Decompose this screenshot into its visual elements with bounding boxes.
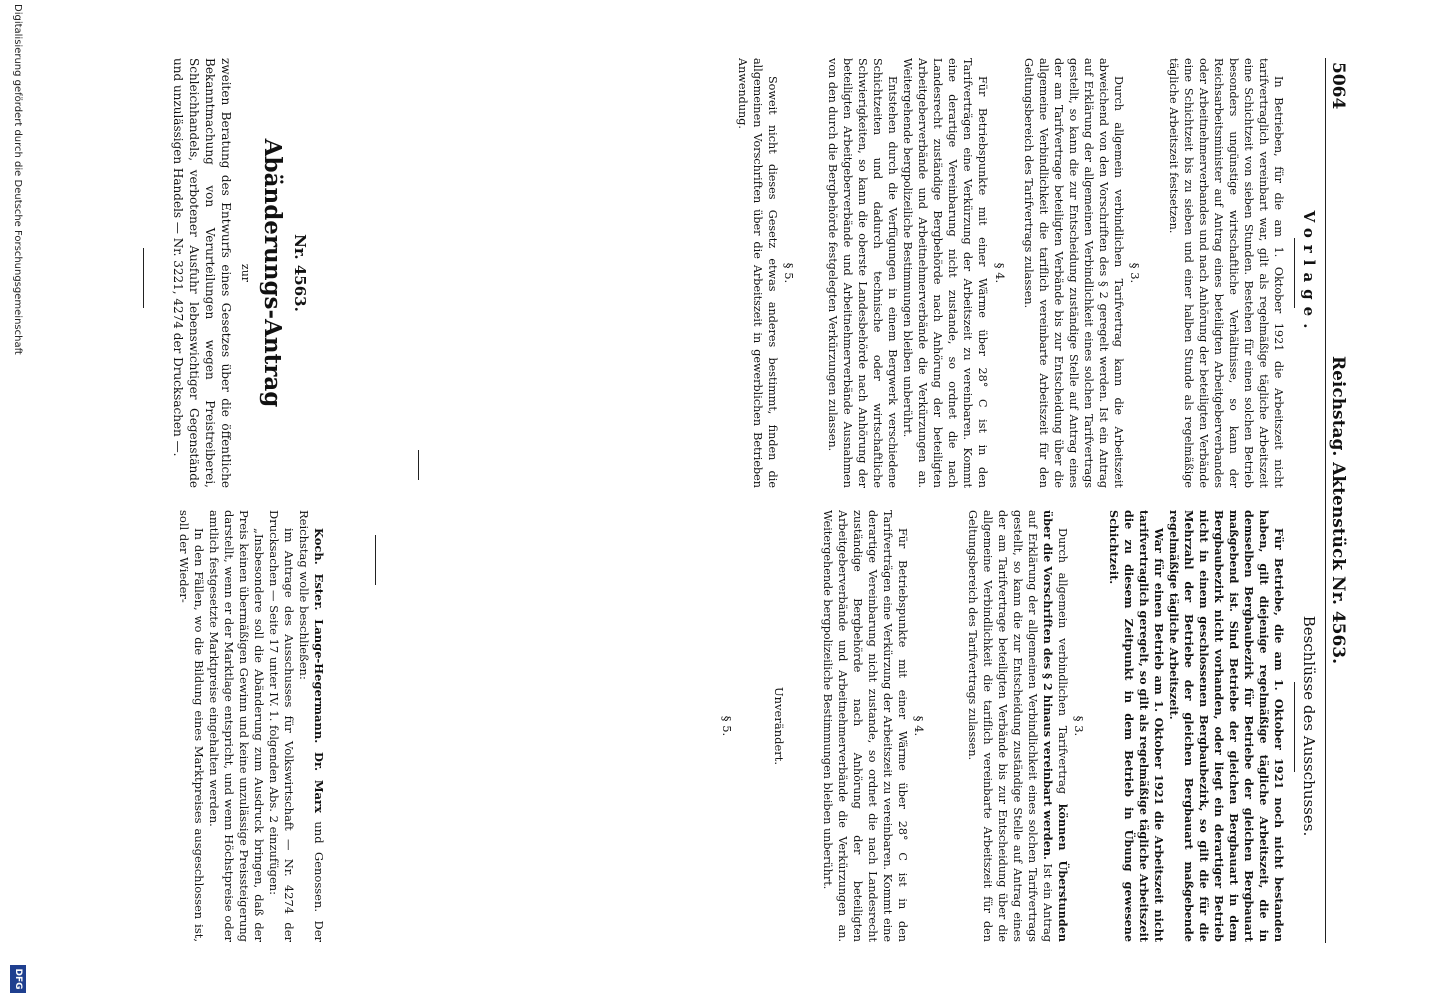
- ausschuss-bold-paragraph-2: War für einen Betrieb am 1. Oktober 1921 die Arbeitszeit nicht tarifvertraglich geregelt, so gilt als regelmäßige tägliche Arbeitszeit die zu diesem Zeitpunkt in dem Betrieb in Übung gewesene Schichtzeit.: [1107, 510, 1166, 942]
- motion-body: [176, 510, 326, 942]
- heading-underline-right: [1294, 682, 1295, 772]
- vorlage-intro: In Betrieben, für die am 1. Oktober 1921 die Arbeitszeit nicht tarifvertraglich vereinbart war, gilt als regelmäßige tägliche Arbeitszeit eine Schichtzeit von sieben Stunden. Bestehen für einen solchen Betrieb besonders ungünstige wirtschaftliche Verhältnisse, so kann der Reichsarbeitsminister auf Antrag eines beteiligten Arbeitgeberverbandes oder Arbeitnehmerverbandes und nach Anhörung der beteiligten Verbände eine Schichtzeit bis zu sieben und einer halben Stunde als regelmäßige tägliche Arbeitszeit festsetzen.: [1167, 58, 1285, 488]
- motion-last-line: In den Fällen, wo die Bildung eines Marktpreises ausgeschlossen ist, soll der Wieder-: [177, 510, 206, 942]
- vorlage-section-3-heading: § 3.: [1128, 262, 1142, 284]
- motion-number: Nr. 4563.: [291, 234, 309, 312]
- ausschuss-section-3-heading: § 3.: [1072, 715, 1086, 737]
- motion-instruction: im Antrage des Ausschusses für Volkswirtschaft — Nr. 4274 der Drucksachen — Seite 17 unter IV. 1. folgenden Abs. 2 einzufügen:: [267, 510, 296, 942]
- ausschuss-unchanged-note: Unverändert.: [772, 686, 786, 766]
- ausschuss-section-5-heading: § 5.: [720, 715, 734, 737]
- heading-underline-left: [1294, 238, 1295, 308]
- ausschuss-section-3-text: Durch allgemein verbindlichen Tarifvertrag können Überstunden über die Vorschriften des § 2 hinaus vereinbart werden. Ist ein Antrag auf Erklärung der allgemeinen Verbindlichkeit eines solchen Tarifvertrags gestellt, so kann die zur Entscheidung zuständige Stelle auf Antrag eines der am Tarifvertrage beteiligten Verbände bis zur Entscheidung über die allgemeine Verbindlichkeit die tariflich vereinbarte Arbeitszeit für den Geltungsbereich des Tarifvertrags zulassen.: [966, 510, 1070, 943]
- vorlage-section-5-text: Soweit nicht dieses Gesetz etwas anderes bestimmt, finden die allgemeinen Vorschriften über die Arbeitszeit in gewerblichen Betrieben Anwendung.: [736, 58, 779, 488]
- ausschuss-column: [1106, 510, 1286, 942]
- dfg-logo: DFG: [10, 965, 26, 993]
- page-number: 5064: [1328, 62, 1348, 110]
- ausschuss-section-4-heading: § 4.: [912, 715, 926, 737]
- column-heading-left: Vorlage.: [1300, 210, 1318, 336]
- lower-block-rule-left: [418, 450, 419, 480]
- motion-end-rule: [143, 248, 144, 308]
- ausschuss-section-3-bold: können Überstunden über die Vorschriften des § 2 hinaus vereinbart werden.: [1041, 510, 1070, 943]
- ausschuss-bold-paragraph-1: Für Betriebe, die am 1. Oktober 1921 noch nicht bestanden haben, gilt diejenige regelmäßige tägliche Arbeitszeit, die in demselben Bergbaubezirk für Betriebe der gleichen Bergbauart maßgebend ist. Sind Betriebe der gleichen Bergbauart in dem Bergbaubezirk nicht vorhanden, oder liegt ein derartiger Betrieb nicht in einem geschlossenen Bergbaubezirk, so gilt die für die Mehrzahl der Betriebe der gleichen Bergbauart maßgebende regelmäßige tägliche Arbeitszeit.: [1167, 510, 1286, 942]
- header-rule: [1325, 58, 1326, 943]
- vorlage-section-4-text-1: Für Betriebspunkte mit einer Wärme über 28° C ist in den Tarifverträgen eine Verkürzung der Arbeitszeit zu vereinbaren. Kommt eine derartige Vereinbarung nicht zustande, so ordnet die nach Landesrecht zuständige Bergbehörde nach Anhörung der beteiligten Arbeitgeberverbände und Arbeitnehmerverbände die Verkürzungen an. Weitergehende bergpolizeiliche Bestimmungen bleiben unberührt.: [901, 58, 989, 488]
- column-heading-right: Beschlüsse des Ausschusses.: [1300, 615, 1318, 837]
- dfg-credit-text: Digitalisierung gefördert durch die Deutsche Forschungsgemeinschaft: [12, 4, 23, 355]
- vorlage-column: [1166, 58, 1286, 488]
- vorlage-section-5-heading: § 5.: [782, 262, 796, 284]
- motion-signers: Koch. Ester. Lange-Hegermann. Dr. Marx und Genossen. Der Reichstag wolle beschließen:: [297, 510, 326, 942]
- motion-heading: Abänderungs-Antrag: [259, 138, 286, 408]
- digitization-footer: [0, 0, 32, 1000]
- vorlage-section-4-text-2: Entstehen durch die Verfügungen in einem Bergwerk verschiedene Schichtzeiten und dadurch technische oder wirtschaftliche Schwierigkeiten, so kann die oberste Landesbehörde nach Anhörung der beteiligten Arbeitgeberverbände und Arbeitnehmerverbände Ausnahmen von den durch die Bergbehörde festgelegten Verkürzungen zulassen.: [826, 58, 899, 488]
- lower-block-rule-right: [375, 535, 376, 585]
- motion-quote: „Insbesondere soll die Abänderung zum Ausdruck bringen, daß der Preis keinen übermäßigen Gewinn und keine unzulässige Preissteigerung darstellt, wenn er der Marktlage entspricht, und wenn Höchstpreise oder amtlich festgesetzte Marktpreise eingehalten werden.: [207, 510, 266, 942]
- vorlage-section-3-text: Durch allgemein verbindlichen Tarifvertrag kann die Arbeitszeit abweichend von den Vorschriften des § 2 geregelt werden. Ist ein Antrag auf Erklärung der allgemeinen Verbindlichkeit eines solchen Tarifvertrags gestellt, so kann die zur Entscheidung zuständige Stelle auf Antrag eines der am Tarifvertrage beteiligten Verbände bis zur Entscheidung über die allgemeine Verbindlichkeit die tariflich vereinbarte Arbeitszeit für den Geltungsbereich des Tarifvertrags zulassen.: [1022, 58, 1125, 488]
- vorlage-section-4-heading: § 4.: [993, 262, 1007, 284]
- ausschuss-section-4-text: Für Betriebspunkte mit einer Wärme über 28° C ist in den Tarifverträgen eine Verkürzung der Arbeitszeit zu vereinbaren. Kommt eine derartige Vereinbarung nicht zustande, so ordnet die nach Landesrecht zuständige Bergbehörde nach Anhörung der beteiligten Arbeitgeberverbände und Arbeitnehmerverbände die Verkürzungen an. Weitergehende bergpolizeiliche Bestimmungen bleiben unberührt.: [821, 510, 909, 942]
- motion-text: zweiten Beratung des Entwurfs eines Gesetzes über die öffentliche Bekanntmachung von Verurteilungen wegen Preistreiberei, Schleichhandels, verbotener Ausfuhr lebenswichtiger Gegenstände und unzulässigen Handels — Nr. 3221, 4274 der Drucksachen —.: [171, 58, 233, 488]
- page-title: Reichstag. Aktenstück Nr. 4563.: [1328, 355, 1348, 665]
- motion-zur: zur: [239, 263, 252, 283]
